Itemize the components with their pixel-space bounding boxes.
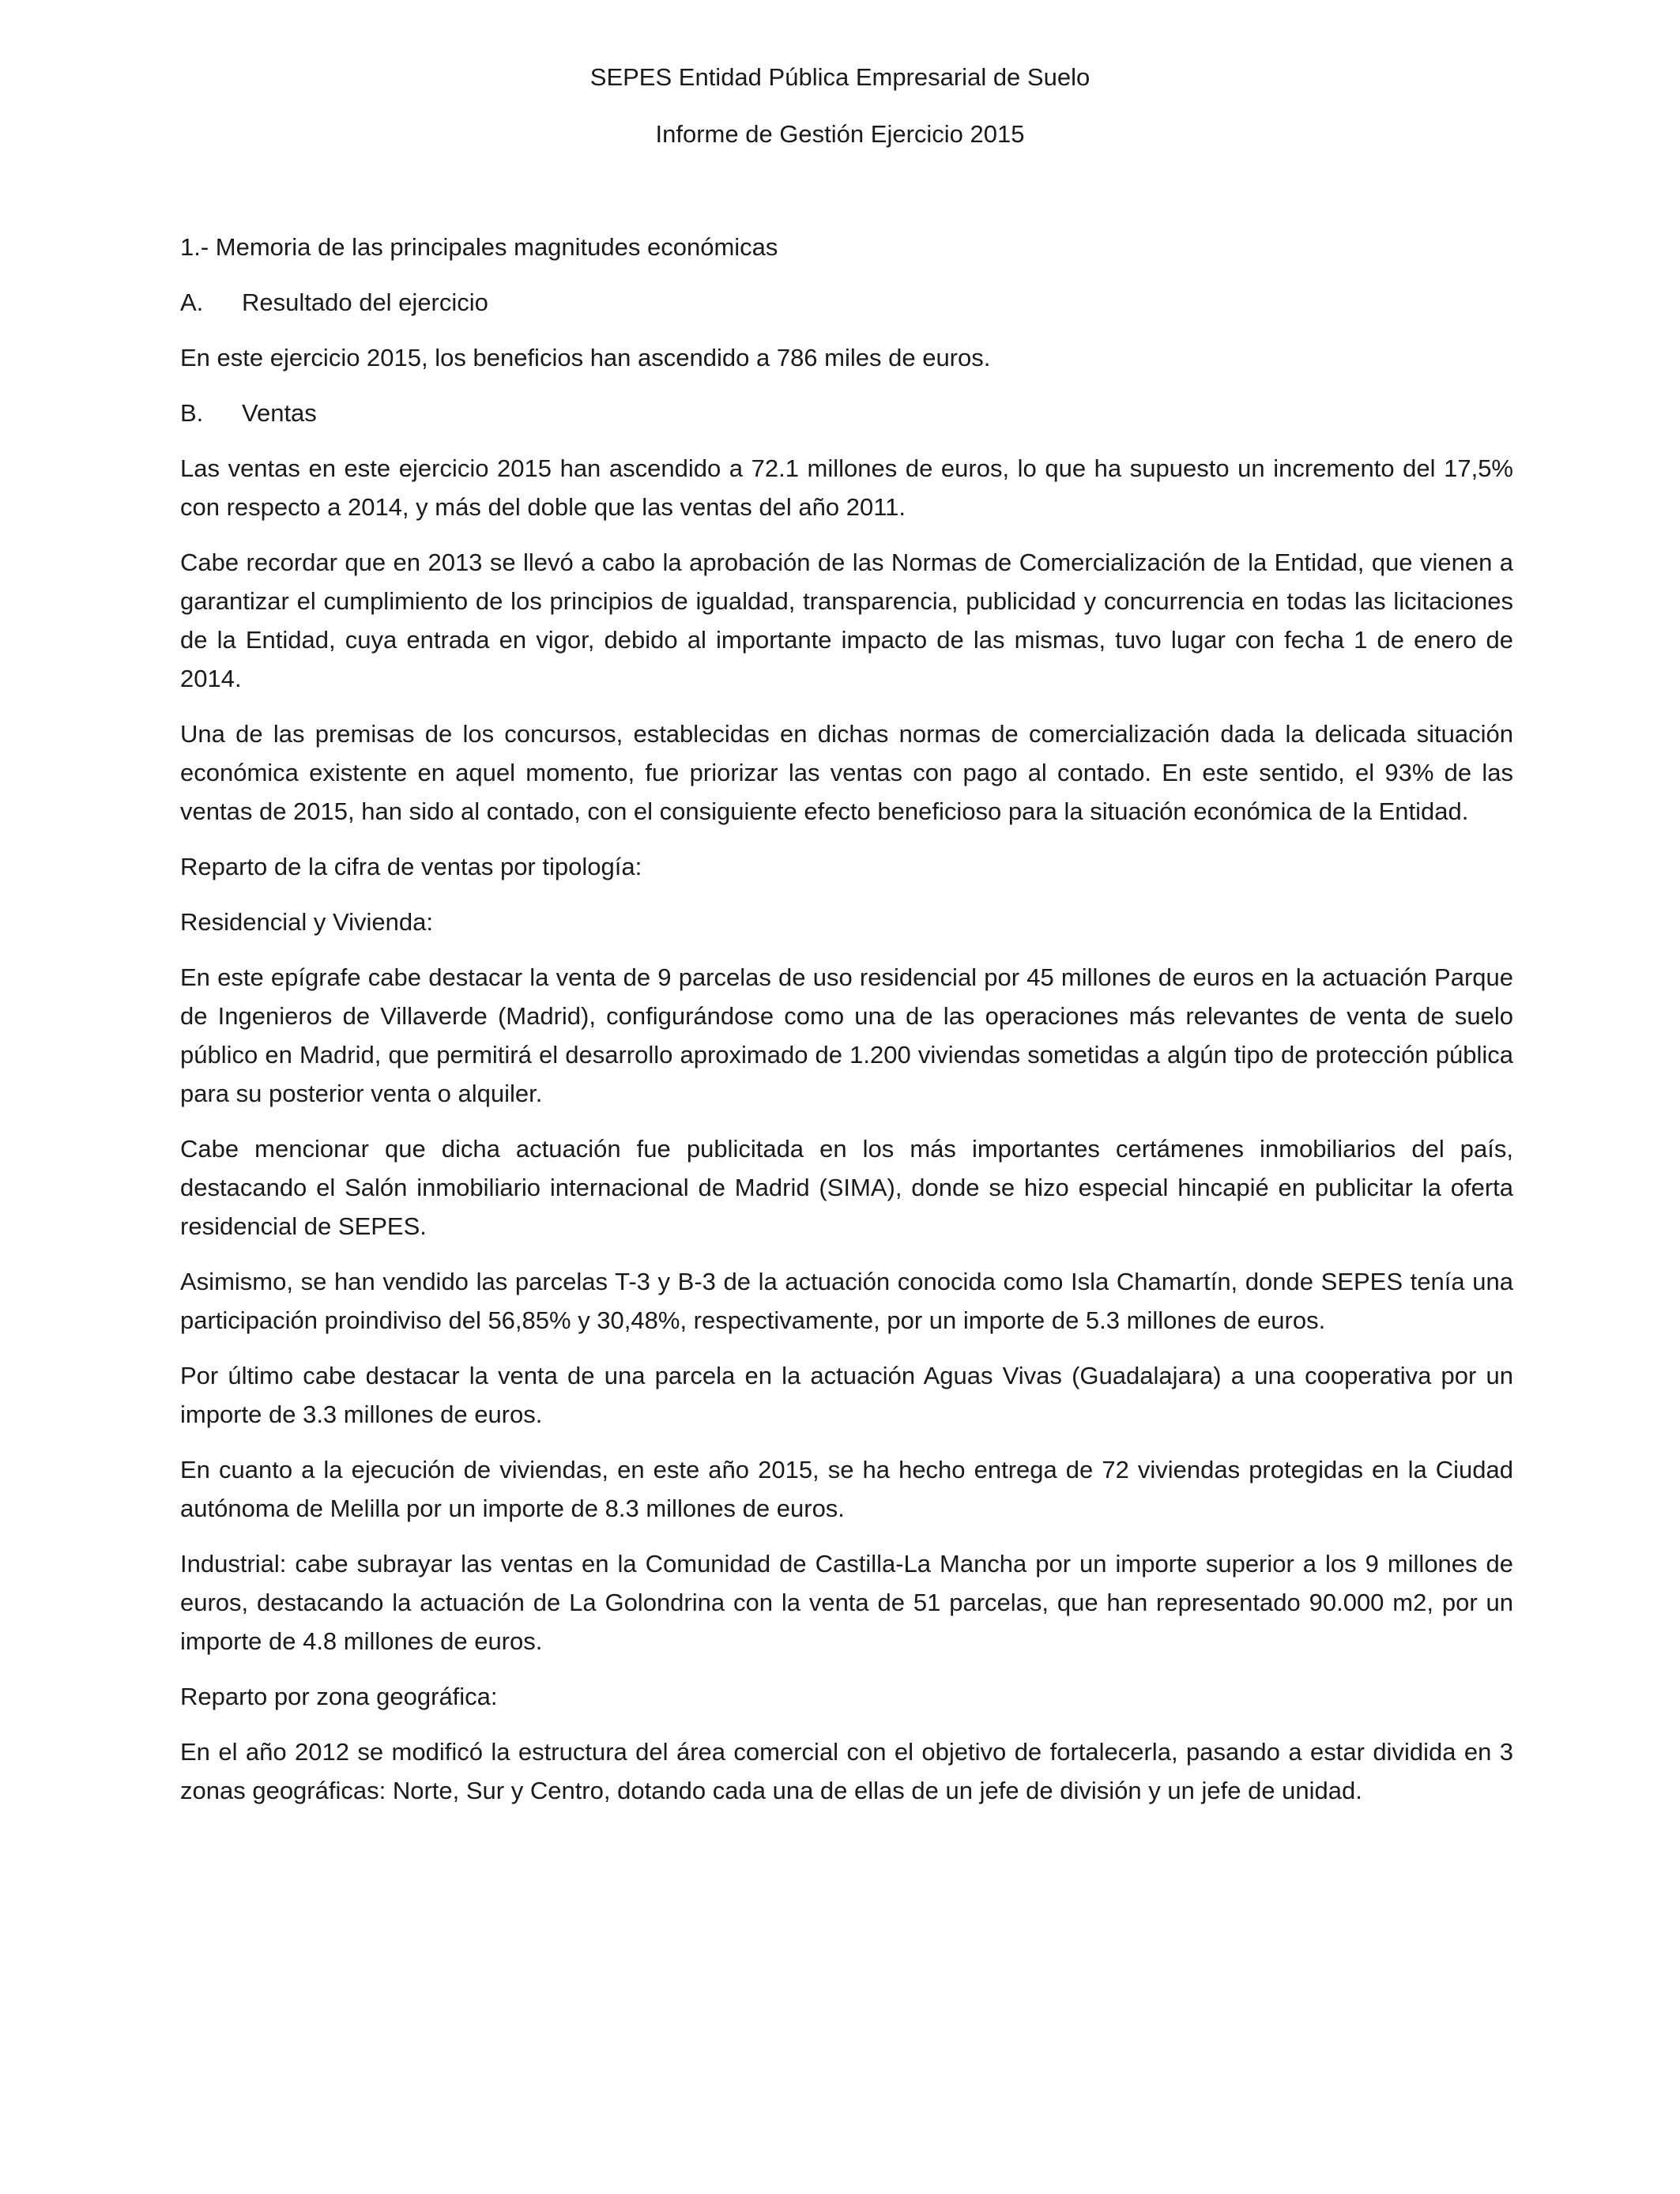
residencial-paragraph-1: En este epígrafe cabe destacar la venta de 9 parcelas de uso residencial por 45 millones de euros en la actuación Parque de Ingenieros de Villaverde (Madrid), configurándose como una de las operaciones más relevantes de venta de suelo público en Madrid, que permitirá el desarrollo aproximado de 1.200 viviendas sometidas a algún tipo de protección pública para su posterior venta o alquiler. <box>180 963 1513 1107</box>
residencial-paragraph-2: Cabe mencionar que dicha actuación fue publicitada en los más importantes certámenes inmobiliarios del país, destacando el Salón inmobiliario internacional de Madrid (SIMA), donde se hizo especial hincapié en publicitar la oferta residencial de SEPES. <box>180 1135 1513 1240</box>
section-title: 1.- Memoria de las principales magnitudes económicas <box>180 233 778 261</box>
subsection-a-letter: A. <box>180 288 204 316</box>
subsection-b-heading <box>180 394 1513 432</box>
industrial-paragraph: Industrial: cabe subrayar las ventas en la Comunidad de Castilla-La Mancha por un importe superior a los 9 millones de euros, destacando la actuación de La Golondrina con la venta de 51 parcelas, que han representado 90.000 m2, por un importe de 4.8 millones de euros. <box>180 1550 1513 1655</box>
ventas-paragraph-3: Una de las premisas de los concursos, establecidas en dichas normas de comercialización dada la delicada situación económica existente en aquel momento, fue priorizar las ventas con pago al contado. En este sentido, el 93% de las ventas de 2015, han sido al contado, con el consiguiente efecto beneficioso para la situación económica de la Entidad. <box>180 720 1513 825</box>
residencial-paragraph-3: Asimismo, se han vendido las parcelas T-3 y B-3 de la actuación conocida como Isla Chamartín, donde SEPES tenía una participación proindiviso del 56,85% y 30,48%, respectivamente, por un importe de 5.3 millones de euros. <box>180 1268 1513 1334</box>
document-body <box>180 228 1513 1826</box>
reparto-tipologia-heading: Reparto de la cifra de ventas por tipología: <box>180 853 642 880</box>
subsection-a-title: Resultado del ejercicio <box>242 288 488 316</box>
residencial-paragraph-4: Por último cabe destacar la venta de una parcela en la actuación Aguas Vivas (Guadalajara) a una cooperativa por un importe de 3.3 millones de euros. <box>180 1362 1513 1428</box>
ventas-paragraph-2: Cabe recordar que en 2013 se llevó a cabo la aprobación de las Normas de Comercialización de la Entidad, que vienen a garantizar el cumplimiento de los principios de igualdad, transparencia, publicidad y concurrencia en todas las licitaciones de la Entidad, cuya entrada en vigor, debido al importante impacto de las mismas, tuvo lugar con fecha 1 de enero de 2014. <box>180 548 1513 692</box>
residencial-heading: Residencial y Vivienda: <box>180 908 433 936</box>
subsection-b-letter: B. <box>180 399 204 427</box>
header-report-title: Informe de Gestión Ejercicio 2015 <box>655 120 1025 148</box>
subsection-b-title: Ventas <box>242 399 317 427</box>
subsection-a-heading <box>180 283 1513 322</box>
reparto-zona-heading: Reparto por zona geográfica: <box>180 1683 498 1710</box>
header-organization: SEPES Entidad Pública Empresarial de Suelo <box>590 63 1090 91</box>
resultado-paragraph: En este ejercicio 2015, los beneficios han ascendido a 786 miles de euros. <box>180 344 991 371</box>
ventas-paragraph-1: Las ventas en este ejercicio 2015 han ascendido a 72.1 millones de euros, lo que ha supuesto un incremento del 17,5% con respecto a 2014, y más del doble que las ventas del año 2011. <box>180 454 1513 521</box>
residencial-paragraph-5: En cuanto a la ejecución de viviendas, en este año 2015, se ha hecho entrega de 72 viviendas protegidas en la Ciudad autónoma de Melilla por un importe de 8.3 millones de euros. <box>180 1456 1513 1522</box>
zona-paragraph-1: En el año 2012 se modificó la estructura del área comercial con el objetivo de fortalecerla, pasando a estar dividida en 3 zonas geográficas: Norte, Sur y Centro, dotando cada una de ellas de un jefe de división y un jefe de unidad. <box>180 1738 1513 1804</box>
